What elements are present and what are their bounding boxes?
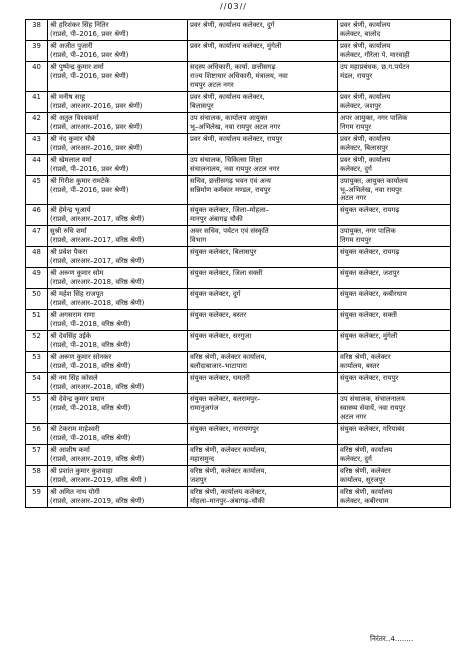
cell-line: वरिष्ठ श्रेणी, कलेक्टर bbox=[340, 466, 391, 475]
new-posting-cell bbox=[338, 465, 451, 486]
new-posting-cell bbox=[338, 352, 451, 373]
serial-number: 40 bbox=[26, 61, 48, 91]
cell-line: श्री अगसराम राणा bbox=[50, 311, 95, 320]
serial-number: 58 bbox=[26, 465, 48, 486]
serial-number: 46 bbox=[26, 205, 48, 226]
table-row bbox=[26, 465, 451, 486]
new-posting-cell bbox=[338, 20, 451, 41]
new-posting-cell bbox=[338, 393, 451, 423]
cell-line: सदस्य अधिकारी, कार्या. छत्तीसगढ़ bbox=[190, 62, 276, 71]
cell-line: संयुक्त कलेक्टर, धमतरी bbox=[190, 373, 250, 382]
cell-line: भू–अभिलेख, नवा रायपुर bbox=[340, 185, 402, 194]
current-posting-cell bbox=[188, 40, 338, 61]
cell-line: संयुक्त कलेक्टर, बिलासपुर bbox=[190, 248, 257, 257]
cell-line: अटल नगर bbox=[340, 412, 367, 421]
new-posting-cell bbox=[338, 444, 451, 465]
current-posting-cell bbox=[188, 268, 338, 289]
cell-line: संयुक्त कलेक्टर, बस्तर bbox=[190, 311, 247, 320]
cell-line: वरिष्ठ श्रेणी, कलेक्टर कार्यालय, bbox=[190, 445, 267, 454]
cell-line: (राप्रसे, आरआर–2016, प्रवर श्रेणी) bbox=[50, 143, 143, 152]
cell-line: (राप्रसे, पी–2018, वरिष्ठ श्रेणी) bbox=[50, 433, 131, 442]
cell-line: श्री महेश सिंह राजपूत bbox=[50, 290, 104, 299]
serial-number: 52 bbox=[26, 331, 48, 352]
new-posting-cell bbox=[338, 205, 451, 226]
cell-line: प्रवर श्रेणी, कार्यालय कलेक्टर, रायपुर bbox=[190, 134, 283, 143]
cell-line: श्री अमित नाथ योगी bbox=[50, 487, 100, 496]
officer-name-cell bbox=[48, 91, 188, 112]
cell-line: राज्य शिष्टाचार अधिकारी, मंत्रालय, नवा bbox=[190, 71, 288, 80]
cell-line: सन्निर्माण कर्मकार मण्डल, रायपुर bbox=[190, 185, 271, 194]
cell-line: सुश्री रुचि शर्मा bbox=[50, 227, 87, 236]
cell-line: (राप्रसे, आरआर–2019, वरिष्ठ श्रेणी) bbox=[50, 496, 145, 505]
cell-line: बिलासपुर bbox=[190, 101, 214, 110]
new-posting-cell bbox=[338, 247, 451, 268]
cell-line: श्री नंद कुमार चौबे bbox=[50, 134, 95, 143]
current-posting-cell bbox=[188, 226, 338, 247]
cell-line: मंडल, रायपुर bbox=[340, 71, 373, 80]
cell-line: कलेक्टर, कबीरधाम bbox=[340, 496, 389, 505]
cell-line: वरिष्ठ श्रेणी, कार्यालय bbox=[340, 445, 393, 454]
cell-line: श्री नम सिंह कोसले bbox=[50, 373, 98, 382]
cell-line: (राप्रसे, आरआर–2019, वरिष्ठ श्रेणी ) bbox=[50, 475, 147, 484]
cell-line: श्री गिरीश कुमार रामटेके bbox=[50, 176, 110, 185]
officer-name-cell bbox=[48, 112, 188, 133]
current-posting-cell bbox=[188, 154, 338, 175]
table-row bbox=[26, 175, 451, 205]
cell-line: कलेक्टर, गौरेला पे. मारवाही bbox=[340, 50, 410, 59]
cell-line: अटल नगर bbox=[340, 194, 367, 203]
serial-number: 38 bbox=[26, 20, 48, 41]
cell-line: (राप्रसे, पी–2018, वरिष्ठ श्रेणी) bbox=[50, 341, 131, 350]
cell-line: प्रवर श्रेणी, कार्यालय bbox=[340, 41, 391, 50]
page-number: //03// bbox=[220, 2, 247, 11]
officer-name-cell bbox=[48, 247, 188, 268]
table-row bbox=[26, 393, 451, 423]
table-row bbox=[26, 486, 451, 507]
cell-line: कलेक्टर, दुर्ग bbox=[340, 164, 372, 173]
cell-line: संयुक्त कलेक्टर, जिला–मोहला– bbox=[190, 206, 270, 215]
table-row bbox=[26, 444, 451, 465]
cell-line: (राप्रसे, आरआर–2016, प्रवर श्रेणी) bbox=[50, 122, 143, 131]
cell-line: श्री अरूण कुमार सोम bbox=[50, 269, 104, 278]
table-row bbox=[26, 226, 451, 247]
cell-line: संयुक्त कलेक्टर, रायगढ़ bbox=[340, 248, 400, 257]
cell-line: उप संचालक, कार्यालय आयुक्त bbox=[190, 113, 268, 122]
cell-line: श्री टेकराम माहेश्वरी bbox=[50, 424, 100, 433]
serial-number: 59 bbox=[26, 486, 48, 507]
cell-line: श्री अतुल विश्वकर्मा bbox=[50, 113, 99, 122]
officer-name-cell bbox=[48, 393, 188, 423]
current-posting-cell bbox=[188, 444, 338, 465]
cell-line: वरिष्ठ श्रेणी, कार्यालय कलेक्टर, bbox=[190, 487, 267, 496]
table-row bbox=[26, 247, 451, 268]
cell-line: अपर आयुक्त, नगर पालिक bbox=[340, 113, 408, 122]
new-posting-cell bbox=[338, 133, 451, 154]
serial-number: 45 bbox=[26, 175, 48, 205]
current-posting-cell bbox=[188, 352, 338, 373]
cell-line: उपायुक्त, नगर पालिक bbox=[340, 227, 396, 236]
table-row bbox=[26, 61, 451, 91]
current-posting-cell bbox=[188, 175, 338, 205]
new-posting-cell bbox=[338, 423, 451, 444]
cell-line: (राप्रसे, आरआर–2017, वरिष्ठ श्रेणी) bbox=[50, 215, 145, 224]
officer-name-cell bbox=[48, 61, 188, 91]
new-posting-cell bbox=[338, 289, 451, 310]
new-posting-cell bbox=[338, 154, 451, 175]
officer-name-cell bbox=[48, 20, 188, 41]
cell-line: (राप्रसे, आरआर–2016, प्रवर श्रेणी) bbox=[50, 101, 143, 110]
table-row bbox=[26, 91, 451, 112]
new-posting-cell bbox=[338, 372, 451, 393]
officer-name-cell bbox=[48, 40, 188, 61]
cell-line: निगम रायपुर bbox=[340, 236, 372, 245]
cell-line: (राप्रसे, पी–2018, वरिष्ठ श्रेणी) bbox=[50, 403, 131, 412]
cell-line: रामानुजगंज bbox=[190, 403, 219, 412]
new-posting-cell bbox=[338, 91, 451, 112]
current-posting-cell bbox=[188, 133, 338, 154]
cell-line: उपायुक्त, आयुक्त कार्यालय bbox=[340, 176, 408, 185]
new-posting-cell bbox=[338, 268, 451, 289]
table-row bbox=[26, 268, 451, 289]
serial-number: 43 bbox=[26, 133, 48, 154]
continuation-note: निरंतर..4........ bbox=[370, 634, 414, 643]
table-row bbox=[26, 352, 451, 373]
cell-line: बलौदाबाजार–भाटापारा bbox=[190, 361, 247, 370]
cell-line: महासमुन्द bbox=[190, 454, 215, 463]
officer-name-cell bbox=[48, 423, 188, 444]
cell-line: (राप्रसे, पी–2016, प्रवर श्रेणी) bbox=[50, 50, 129, 59]
serial-number: 55 bbox=[26, 393, 48, 423]
cell-line: संयुक्त कलेक्टर, जिला सक्ती bbox=[190, 269, 263, 278]
cell-line: संयुक्त कलेक्टर, मुंगेली bbox=[340, 332, 398, 341]
cell-line: संयुक्त कलेक्टर, बलरामपुर– bbox=[190, 394, 261, 403]
cell-line: उप संचालक, चिकित्सा शिक्षा bbox=[190, 155, 263, 164]
cell-line: (राप्रसे, पी–2016, प्रवर श्रेणी) bbox=[50, 164, 129, 173]
new-posting-cell bbox=[338, 112, 451, 133]
current-posting-cell bbox=[188, 205, 338, 226]
current-posting-cell bbox=[188, 247, 338, 268]
cell-line: संयुक्त कलेक्टर, सक्ती bbox=[340, 311, 397, 320]
cell-line: श्री मनीष साहू bbox=[50, 92, 85, 101]
cell-line: कलेक्टर, दुर्ग bbox=[340, 454, 372, 463]
table-row bbox=[26, 205, 451, 226]
cell-line: (राप्रसे, पी–2016, प्रवर श्रेणी) bbox=[50, 185, 129, 194]
cell-line: (राप्रसे, आरआर–2018, वरिष्ठ श्रेणी) bbox=[50, 299, 145, 308]
cell-line: (राप्रसे, पी–2018, वरिष्ठ श्रेणी) bbox=[50, 361, 131, 370]
serial-number: 48 bbox=[26, 247, 48, 268]
current-posting-cell bbox=[188, 331, 338, 352]
cell-line: संयुक्त कलेक्टर, गरियाबंद bbox=[340, 424, 405, 433]
officer-name-cell bbox=[48, 444, 188, 465]
serial-number: 41 bbox=[26, 91, 48, 112]
current-posting-cell bbox=[188, 61, 338, 91]
cell-line: कार्यालय, बस्तर bbox=[340, 361, 380, 370]
cell-line: संयुक्त कलेक्टर, सरगुजा bbox=[190, 332, 252, 341]
serial-number: 50 bbox=[26, 289, 48, 310]
transfer-table bbox=[25, 19, 451, 508]
officer-name-cell bbox=[48, 372, 188, 393]
cell-line: (राप्रसे, आरआर–2018, वरिष्ठ श्रेणी) bbox=[50, 278, 145, 287]
table-row bbox=[26, 423, 451, 444]
serial-number: 54 bbox=[26, 372, 48, 393]
new-posting-cell bbox=[338, 61, 451, 91]
serial-number: 51 bbox=[26, 310, 48, 331]
cell-line: प्रवर श्रेणी, कार्यालय bbox=[340, 21, 391, 29]
current-posting-cell bbox=[188, 372, 338, 393]
officer-name-cell bbox=[48, 133, 188, 154]
cell-line: श्री खेमलाल वर्मा bbox=[50, 155, 92, 164]
table-row bbox=[26, 154, 451, 175]
serial-number: 44 bbox=[26, 154, 48, 175]
officer-name-cell bbox=[48, 331, 188, 352]
serial-number: 39 bbox=[26, 40, 48, 61]
cell-line: उप संचालक, संचालनालय bbox=[340, 394, 405, 403]
officer-name-cell bbox=[48, 310, 188, 331]
serial-number: 56 bbox=[26, 423, 48, 444]
current-posting-cell bbox=[188, 486, 338, 507]
serial-number: 49 bbox=[26, 268, 48, 289]
cell-line: स्वास्थ्य सेवायें, नवा रायपुर bbox=[340, 403, 406, 412]
current-posting-cell bbox=[188, 465, 338, 486]
officer-name-cell bbox=[48, 289, 188, 310]
cell-line: कलेक्टर, जशपुर bbox=[340, 101, 381, 110]
cell-line: जशपुर bbox=[190, 475, 207, 484]
cell-line: कलेक्टर, बिलासपुर bbox=[340, 143, 388, 152]
cell-line: (राप्रसे, आरआर–2019, वरिष्ठ श्रेणी) bbox=[50, 454, 145, 463]
cell-line: कलेक्टर, बालोद bbox=[340, 29, 381, 38]
officer-name-cell bbox=[48, 154, 188, 175]
cell-line: (राप्रसे, आरआर–2018, वरिष्ठ श्रेणी) bbox=[50, 382, 145, 391]
new-posting-cell bbox=[338, 486, 451, 507]
officer-name-cell bbox=[48, 486, 188, 507]
table-row bbox=[26, 372, 451, 393]
cell-line: श्री पुष्पेन्द्र कुमार शर्मा bbox=[50, 62, 104, 71]
serial-number: 53 bbox=[26, 352, 48, 373]
new-posting-cell bbox=[338, 331, 451, 352]
officer-name-cell bbox=[48, 205, 188, 226]
cell-line: प्रवर श्रेणी, कार्यालय bbox=[340, 92, 391, 101]
current-posting-cell bbox=[188, 393, 338, 423]
cell-line: श्री हरिशंकर सिंह नितिर bbox=[50, 21, 109, 29]
cell-line: श्री अजीत पुजारी bbox=[50, 41, 93, 50]
cell-line: संयुक्त कलेक्टर, कबीरधाम bbox=[340, 290, 407, 299]
cell-line: वरिष्ठ श्रेणी, कलेक्टर कार्यालय, bbox=[190, 466, 267, 475]
cell-line: श्री देवेन्द्र कुमार प्रधान bbox=[50, 394, 105, 403]
cell-line: अवर सचिव, पर्यटन एवं संस्कृति bbox=[190, 227, 269, 236]
cell-line: वरिष्ठ श्रेणी, कलेक्टर bbox=[340, 353, 391, 361]
current-posting-cell bbox=[188, 20, 338, 41]
cell-line: (राप्रसे, पी–2018, वरिष्ठ श्रेणी) bbox=[50, 320, 131, 329]
cell-line: प्रवर श्रेणी, कार्यालय कलेक्टर, दुर्ग bbox=[190, 21, 275, 29]
cell-line: संयुक्त कलेक्टर, जशपुर bbox=[340, 269, 400, 278]
serial-number: 47 bbox=[26, 226, 48, 247]
officer-name-cell bbox=[48, 226, 188, 247]
cell-line: प्रवर श्रेणी, कार्यालय bbox=[340, 134, 391, 143]
cell-line: कार्यालय, सूरजपुर bbox=[340, 475, 386, 484]
officer-name-cell bbox=[48, 268, 188, 289]
cell-line: प्रवर श्रेणी, कार्यालय कलेक्टर, मुंगेली bbox=[190, 41, 282, 50]
table-row bbox=[26, 289, 451, 310]
cell-line: (राप्रसे, आरआर–2017, वरिष्ठ श्रेणी) bbox=[50, 257, 145, 266]
cell-line: संयुक्त कलेक्टर, नारायणपुर bbox=[190, 424, 259, 433]
officer-name-cell bbox=[48, 352, 188, 373]
cell-line: संयुक्त कलेक्टर, दुर्ग bbox=[190, 290, 241, 299]
transfer-table-body bbox=[26, 20, 451, 508]
current-posting-cell bbox=[188, 310, 338, 331]
new-posting-cell bbox=[338, 40, 451, 61]
cell-line: (राप्रसे, पी–2016, प्रवर श्रेणी) bbox=[50, 29, 129, 38]
cell-line: भू–अभिलेख, नवा रायपुर अटल नगर bbox=[190, 122, 281, 131]
cell-line: प्रवर श्रेणी, कार्यालय bbox=[340, 155, 391, 164]
table-row bbox=[26, 112, 451, 133]
serial-number: 42 bbox=[26, 112, 48, 133]
cell-line: (राप्रसे, आरआर–2017, वरिष्ठ श्रेणी) bbox=[50, 236, 145, 245]
cell-line: श्री आशीष कर्मा bbox=[50, 445, 90, 454]
table-row bbox=[26, 331, 451, 352]
cell-line: वरिष्ठ श्रेणी, कार्यालय bbox=[340, 487, 393, 496]
new-posting-cell bbox=[338, 226, 451, 247]
cell-line: मोहला–मानपुर–अंबागढ़–चौकी bbox=[190, 496, 265, 505]
cell-line: संचालनालय, नवा रायपुर अटल नगर bbox=[190, 164, 280, 173]
cell-line: श्री प्रशांत कुमार कुशवाहा bbox=[50, 466, 113, 475]
current-posting-cell bbox=[188, 91, 338, 112]
cell-line: श्री हेमेन्द्र भूआर्य bbox=[50, 206, 91, 215]
cell-line: श्री अरूण कुमार सोनकर bbox=[50, 353, 112, 361]
current-posting-cell bbox=[188, 112, 338, 133]
cell-line: संयुक्त कलेक्टर, रायपुर bbox=[340, 373, 399, 382]
cell-line: वरिष्ठ श्रेणी, कलेक्टर कार्यालय, bbox=[190, 353, 267, 361]
new-posting-cell bbox=[338, 310, 451, 331]
table-row bbox=[26, 40, 451, 61]
cell-line: सचिव, छत्तीसगढ़ भवन एवं अन्य bbox=[190, 176, 271, 185]
cell-line: संयुक्त कलेक्टर, रायगढ़ bbox=[340, 206, 400, 215]
cell-line: श्री देवसिंह उईके bbox=[50, 332, 92, 341]
cell-line: श्री प्रवेश पैकरा bbox=[50, 248, 88, 257]
table-row bbox=[26, 20, 451, 41]
cell-line: (राप्रसे, पी–2016, प्रवर श्रेणी) bbox=[50, 71, 129, 80]
cell-line: उप महाप्रबंधक, छ.ग.पर्यटन bbox=[340, 62, 410, 71]
cell-line: निगम रायपुर bbox=[340, 122, 372, 131]
current-posting-cell bbox=[188, 423, 338, 444]
current-posting-cell bbox=[188, 289, 338, 310]
table-row bbox=[26, 310, 451, 331]
cell-line: रायपुर अटल नगर bbox=[190, 80, 234, 89]
officer-name-cell bbox=[48, 175, 188, 205]
cell-line: मानपुर अंबागढ़ चौकी bbox=[190, 215, 243, 224]
cell-line: प्रवर श्रेणी, कार्यालय कलेक्टर, bbox=[190, 92, 265, 101]
officer-name-cell bbox=[48, 465, 188, 486]
new-posting-cell bbox=[338, 175, 451, 205]
serial-number: 57 bbox=[26, 444, 48, 465]
cell-line: विभाग bbox=[190, 236, 207, 245]
table-row bbox=[26, 133, 451, 154]
